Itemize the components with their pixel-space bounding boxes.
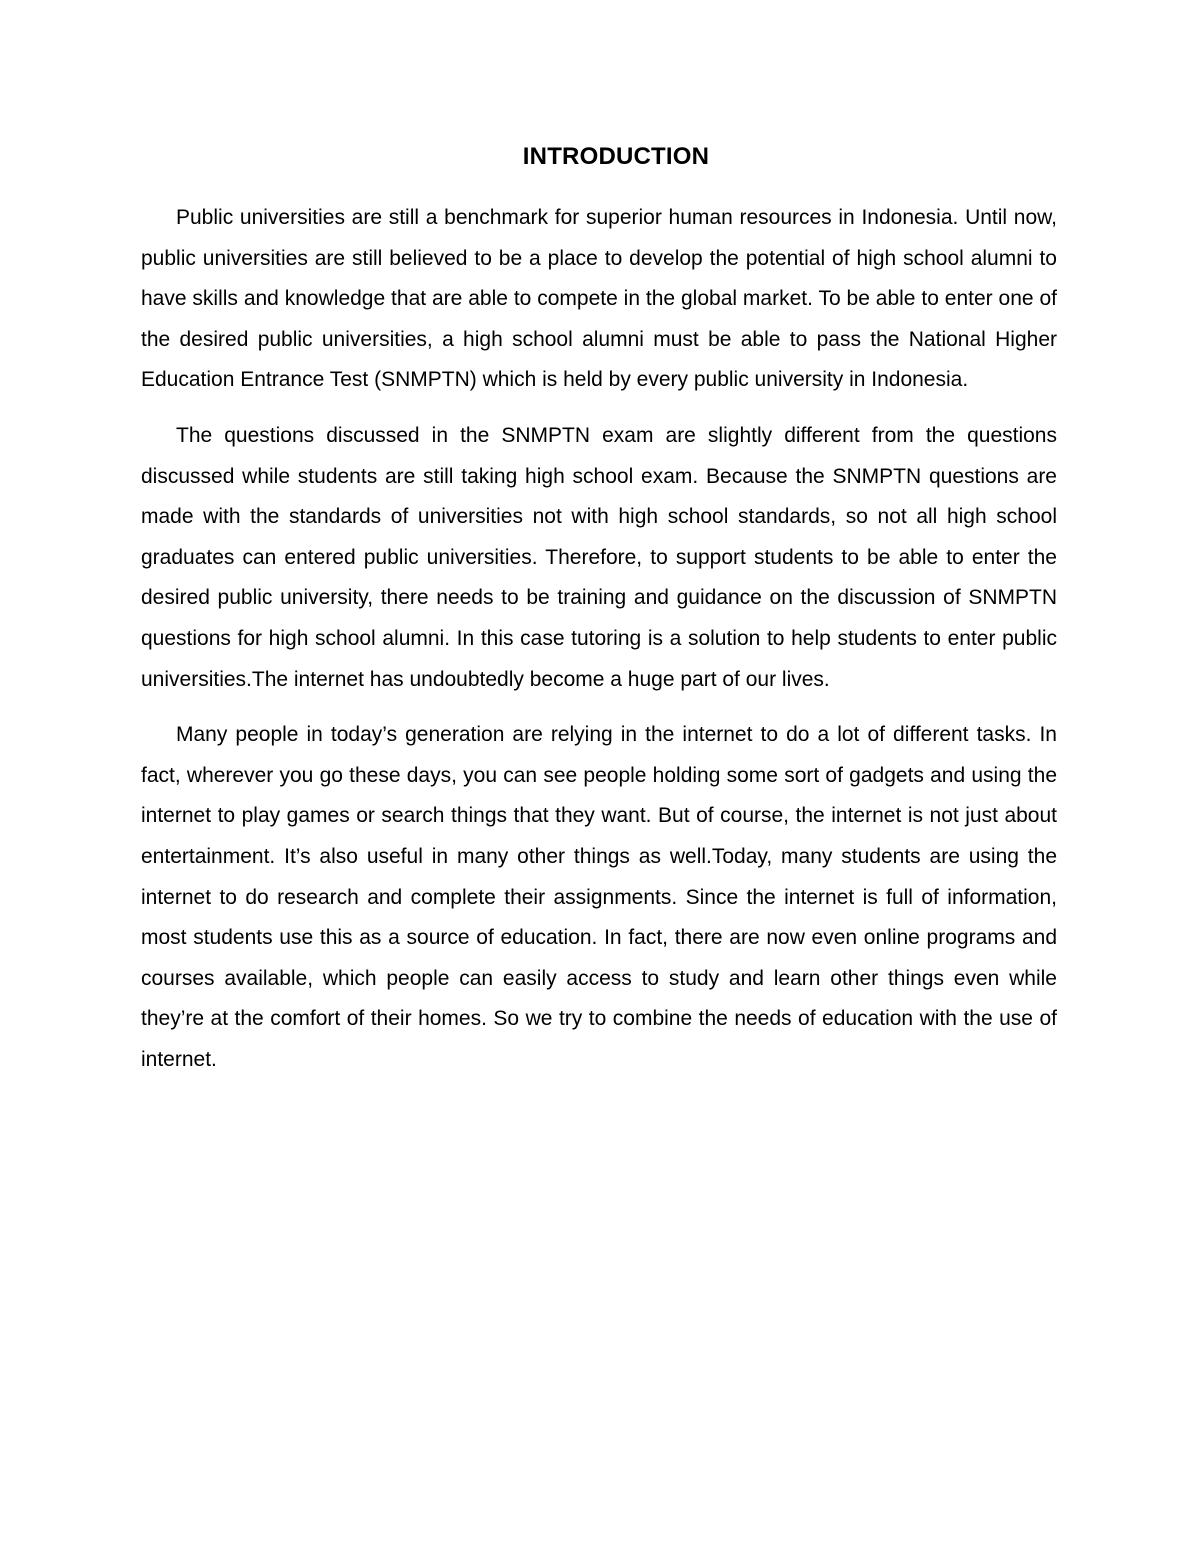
document-body [141,198,1057,1095]
page-title: INTRODUCTION [522,143,710,170]
paragraph-3: Many people in today’s generation are relying in the internet to do a lot of different tasks. In fact, wherever you go these days, you can see people holding some sort of gadgets and using the internet to play games or search things that they want. But of course, the internet is not just about entertainment. It’s also useful in many other things as well.Today, many students are using the internet to do research and complete their assignments. Since the internet is full of information, most students use this as a source of education. In fact, there are now even online programs and courses available, which people can easily access to study and learn other things even while they’re at the comfort of their homes. So we try to combine the needs of education with the use of internet. [141,723,1057,1071]
paragraph-2: The questions discussed in the SNMPTN exam are slightly different from the questions discussed while students are still taking high school exam. Because the SNMPTN questions are made with the standards of universities not with high school standards, so not all high school graduates can entered public universities. Therefore, to support students to be able to enter the desired public university, there needs to be training and guidance on the discussion of SNMPTN questions for high school alumni. In this case tutoring is a solution to help students to enter public universities.The internet has undoubtedly become a huge part of our lives. [141,423,1057,691]
paragraph-1: Public universities are still a benchmark for superior human resources in Indonesia. Until now, public universities are still believed to be a place to develop the potential of high school alumni to have skills and knowledge that are able to compete in the global market. To be able to enter one of the desired public universities, a high school alumni must be able to pass the National Higher Education Entrance Test (SNMPTN) which is held by every public university in Indonesia. [141,206,1057,392]
